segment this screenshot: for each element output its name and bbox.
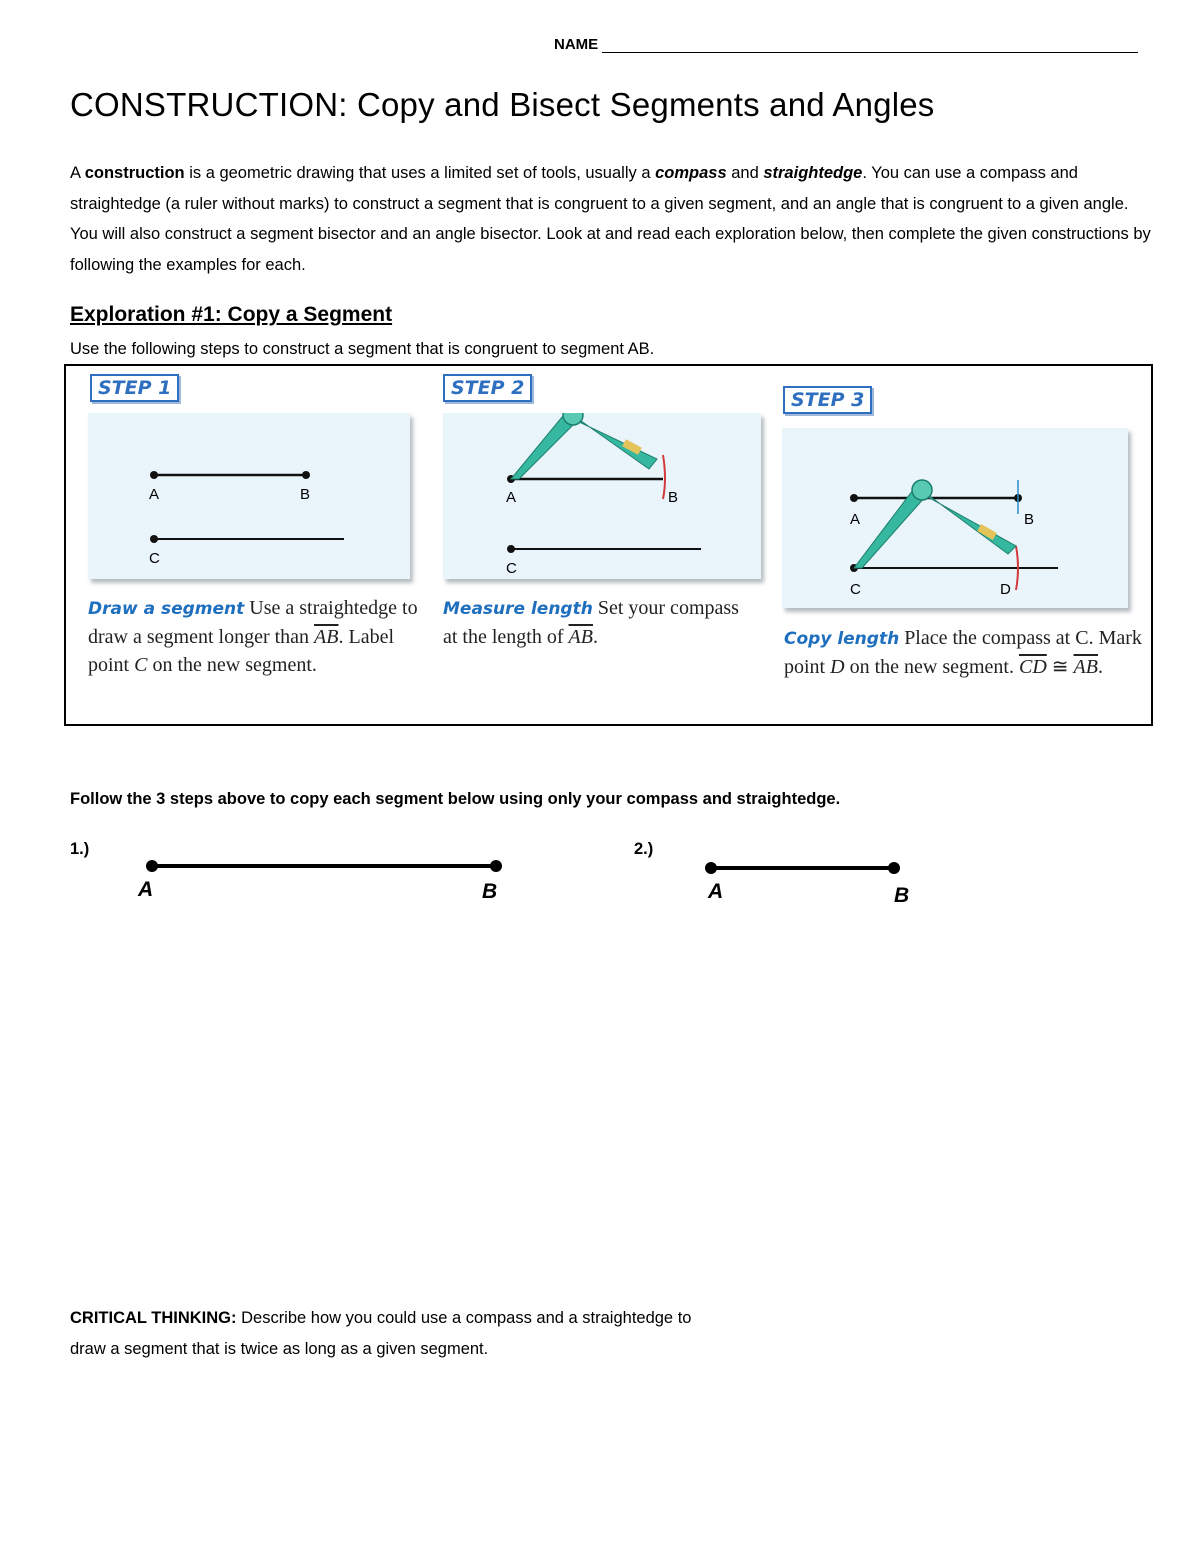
label-c: C xyxy=(149,550,160,567)
point-a xyxy=(150,471,158,479)
endpoint-b xyxy=(888,862,900,874)
step-1-caption xyxy=(88,594,418,679)
point-name: C xyxy=(134,654,148,676)
step-1-diagram xyxy=(88,413,410,579)
point-c xyxy=(507,545,515,553)
label-b: B xyxy=(482,880,498,903)
critical-thinking-text: Describe how you could use a compass and a straightedge to xyxy=(236,1309,692,1327)
intro-text: . You can use a compass and straightedge (a ruler without marks) to construct a segment that is congruent to a given segment, and an angle that is congruent to a given angle. You will also construct a segment bisector and an angle bisector. Look at and read each exploration below, then complete the given constructions by following the examples for each. xyxy=(70,164,1151,274)
label-b: B xyxy=(1024,511,1035,528)
step-3-caption xyxy=(784,624,1144,681)
steps-figure-box xyxy=(64,364,1153,726)
name-label: NAME xyxy=(554,36,599,53)
endpoint-b xyxy=(490,860,502,872)
label-c: C xyxy=(850,581,861,598)
compass-icon xyxy=(511,413,657,479)
step-1-panel xyxy=(88,413,410,579)
label-a: A xyxy=(138,878,154,901)
name-blank-line[interactable] xyxy=(602,38,1138,53)
label-c: C xyxy=(506,560,517,577)
endpoint-a xyxy=(705,862,717,874)
step-1-lead: Draw a segment xyxy=(88,599,245,619)
compass-icon xyxy=(854,480,1016,568)
term-construction: construction xyxy=(84,164,185,182)
step-3-panel xyxy=(782,428,1128,608)
instructions: Follow the 3 steps above to copy each segment below using only your compass and straightedge. xyxy=(70,790,841,808)
label-a: A xyxy=(506,489,517,506)
step-2-text: Set your compass at the length of xyxy=(443,597,739,648)
step-2-badge: STEP 2 xyxy=(443,374,532,402)
step-3-text: . xyxy=(1097,656,1103,678)
label-a: A xyxy=(850,511,861,528)
point-b xyxy=(302,471,310,479)
label-b: B xyxy=(668,489,679,506)
step-1-badge: STEP 1 xyxy=(90,374,179,402)
exploration-title: Exploration #1: Copy a Segment xyxy=(70,303,393,326)
name-field[interactable] xyxy=(554,36,1138,53)
step-2-caption xyxy=(443,594,753,651)
problem-2-segment[interactable] xyxy=(690,852,930,912)
congruent-symbol: ≅ xyxy=(1046,656,1074,678)
step-2-panel xyxy=(443,413,761,579)
step-1-text: on the new segment. xyxy=(147,654,317,676)
label-b: B xyxy=(300,486,311,503)
label-d: D xyxy=(1000,581,1011,598)
arc-mark xyxy=(663,455,665,499)
problem-1-number: 1.) xyxy=(70,840,90,858)
intro-text: is a geometric drawing that uses a limited set of tools, usually a xyxy=(184,164,656,182)
segment-notation: $\overline{AB}$ xyxy=(314,626,339,648)
problem-2-number: 2.) xyxy=(634,840,654,858)
step-1-text: Use a straightedge to draw a segment longer than xyxy=(88,597,418,648)
intro-text: and xyxy=(726,164,764,182)
label-a: A xyxy=(708,880,724,903)
step-3-badge: STEP 3 xyxy=(783,386,872,414)
step-3-text: on the new segment. xyxy=(844,656,1019,678)
problem-1-segment[interactable] xyxy=(130,850,520,910)
step-2-lead: Measure length xyxy=(443,599,593,619)
step-3-lead: Copy length xyxy=(784,629,900,649)
segment-notation: $\overline{AB}$ xyxy=(1073,656,1098,678)
intro-text: A xyxy=(70,164,85,182)
intro-paragraph xyxy=(70,158,1155,280)
segment-notation: $\overline{CD}$ xyxy=(1018,656,1047,678)
term-compass: compass xyxy=(655,164,727,182)
point-c xyxy=(150,535,158,543)
segment-notation: $\overline{AB}$ xyxy=(568,626,593,648)
critical-thinking-label: CRITICAL THINKING: xyxy=(70,1309,237,1327)
step-2-text: . xyxy=(592,626,598,648)
point-a xyxy=(850,494,858,502)
label-b: B xyxy=(894,884,910,907)
term-straightedge: straightedge xyxy=(763,164,863,182)
step-2-diagram xyxy=(443,413,761,579)
critical-thinking-text: draw a segment that is twice as long as a given segment. xyxy=(70,1340,489,1358)
step-1-text: . Label point xyxy=(88,626,395,676)
point-name: D xyxy=(830,656,845,678)
label-a: A xyxy=(149,486,160,503)
critical-thinking xyxy=(70,1303,691,1365)
step-3-text: Place the compass at C. Mark point xyxy=(784,627,1142,678)
exploration-description: Use the following steps to construct a segment that is congruent to segment AB. xyxy=(70,340,655,358)
page-title: CONSTRUCTION: Copy and Bisect Segments and Angles xyxy=(70,86,935,123)
step-3-diagram xyxy=(782,428,1128,608)
endpoint-a xyxy=(146,860,158,872)
